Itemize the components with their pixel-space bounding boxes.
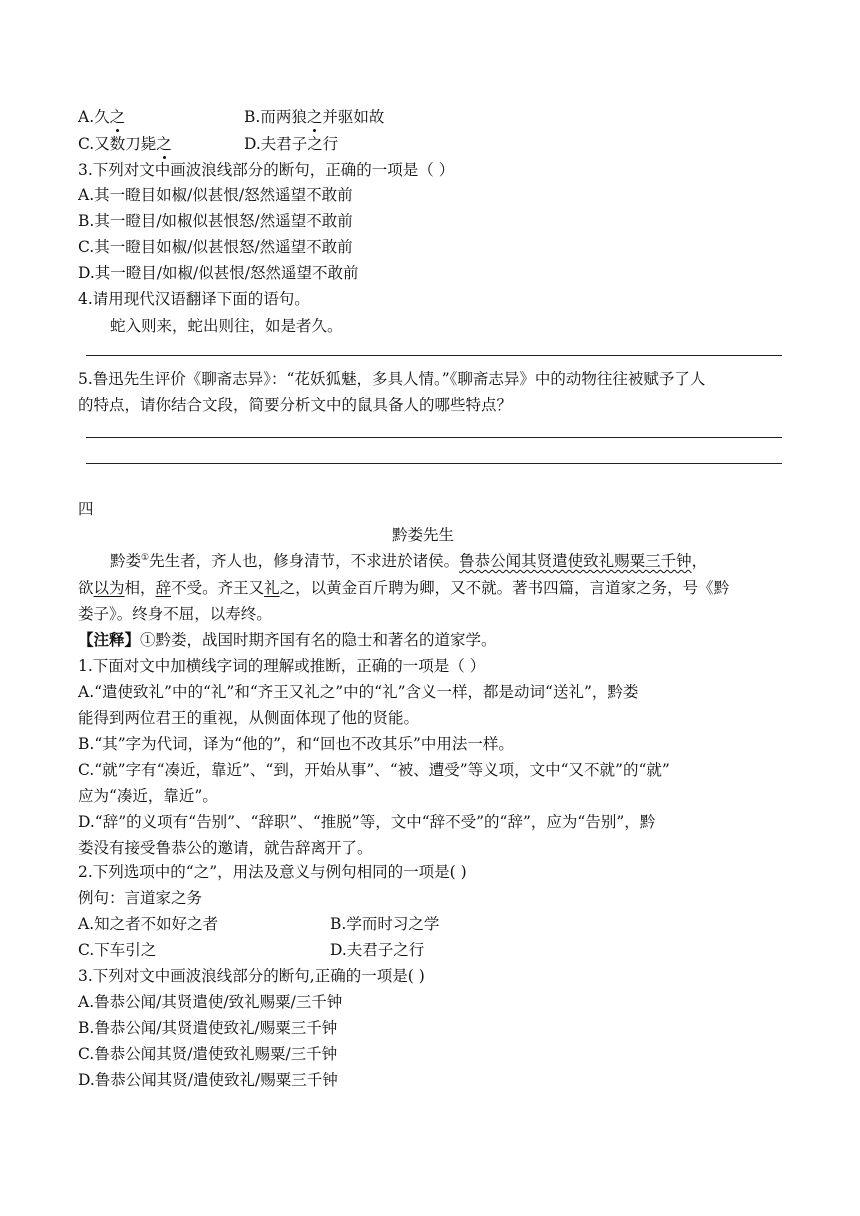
s4-question-1: 1.下面对文中加横线字词的理解或推断，正确的一项是（ ） <box>78 657 486 675</box>
wavy-underlined-text: 鲁恭公闻其贤遣使致礼赐粟三千钟 <box>459 552 692 570</box>
question-3-option-c: C.其一瞪目如椒/似甚恨怒/然遥望不敢前 <box>78 238 353 256</box>
passage-text: ， <box>691 552 708 570</box>
question-5-line-1: 5.鲁迅先生评价《聊斋志异》：“花妖狐魅，多具人情。”《聊斋志异》中的动物往往被赋予了人 <box>78 370 706 388</box>
annotation <box>78 630 497 650</box>
s4-q1-option-b: B.“其”字为代词，译为“他的”，和“回也不改其乐”中用法一样。 <box>78 735 514 753</box>
annotation-text: ①黔娄，战国时期齐国有名的隐士和著名的道家学。 <box>140 631 497 649</box>
option-c-text: C.又数刀毙 <box>78 135 157 153</box>
passage-title: 黔娄先生 <box>392 526 455 544</box>
s4-q1-option-d-line-1: D.“辞”的义项有“告别”、“辞职”、“推脱”等，文中“辞不受”的“辞”，应为“告别”，黔 <box>78 813 656 831</box>
s4-q2-option-d: D.夫君子之行 <box>330 941 425 959</box>
question-3-option-a: A.其一瞪目如椒/似甚恨/怒然遥望不敢前 <box>78 186 353 204</box>
option-b-text-tail: 并驱如故 <box>322 108 385 126</box>
option-a <box>78 107 125 127</box>
underlined-word: 辞 <box>155 579 172 597</box>
option-d: D.夫君子之行 <box>244 135 339 153</box>
passage-text: 相， <box>124 579 156 597</box>
s4-q1-option-d-line-2: 娄没有接受鲁恭公的邀请，就告辞离开了。 <box>78 839 373 857</box>
answer-line[interactable] <box>86 463 782 464</box>
section-number: 四 <box>78 500 94 518</box>
s4-q1-option-c-line-1: C.“就”字有“凑近，靠近”、“到，开始从事”、“被、遭受”等义项，文中“又不就”的“就” <box>78 761 670 779</box>
question-5-line-2: 的特点，请你结合文段，简要分析文中的鼠具备人的哪些特点？ <box>78 396 513 414</box>
annotation-label: 【注释】 <box>78 630 141 649</box>
dotted-char: 之 <box>156 135 172 153</box>
question-4: 4.请用现代汉语翻译下面的语句。 <box>78 290 310 308</box>
s4-question-2: 2.下列选项中的“之”，用法及意义与例句相同的一项是( ) <box>78 863 467 881</box>
option-c <box>78 134 172 154</box>
passage-text: 先生者，齐人也，修身清节，不求进於诸侯。 <box>149 552 460 570</box>
question-3-option-d: D.其一瞪目/如椒/似甚恨/怒然遥望不敢前 <box>78 264 359 282</box>
s4-q1-option-c-line-2: 应为“凑近，靠近”。 <box>78 787 218 805</box>
s4-q2-option-c: C.下车引之 <box>78 941 157 959</box>
passage-line-2 <box>78 578 729 598</box>
footnote-mark: ① <box>141 552 150 563</box>
underlined-word: 以为 <box>93 579 125 597</box>
dotted-char: 之 <box>306 108 323 126</box>
s4-q3-option-a: A.鲁恭公闻/其贤遣使/致礼赐粟/三千钟 <box>78 993 343 1011</box>
answer-line[interactable] <box>86 355 782 356</box>
s4-q1-option-a-line-2: 能得到两位君王的重视，从侧面体现了他的贤能。 <box>78 709 420 727</box>
question-4-sentence: 蛇入则来，蛇出则往，如是者久。 <box>110 317 343 335</box>
s4-q3-option-c: C.鲁恭公闻其贤/遣使致礼赐粟/三千钟 <box>78 1045 338 1063</box>
s4-q2-example: 例句：言道家之务 <box>78 889 203 907</box>
option-b-text: B.而两狼 <box>244 108 307 126</box>
s4-q2-option-a: A.知之者不如好之者 <box>78 915 219 933</box>
passage-line-1 <box>110 551 707 571</box>
option-b <box>244 107 384 127</box>
s4-q3-option-d: D.鲁恭公闻其贤/遣使致礼/赐粟三千钟 <box>78 1071 338 1089</box>
passage-text: 欲 <box>78 579 94 597</box>
passage-text: 不受。齐王又 <box>171 579 265 597</box>
s4-question-3: 3.下列对文中画波浪线部分的断句,正确的一项是( ) <box>78 967 425 985</box>
passage-line-3: 娄子》。终身不屈，以寿终。 <box>78 605 272 623</box>
option-a-text: A.久 <box>78 108 110 126</box>
passage-text: 黔娄 <box>110 552 142 570</box>
s4-q1-option-a-line-1: A.“遣使致礼”中的“礼”和“齐王又礼之”中的“礼”含义一样，都是动词“送礼”，黔娄 <box>78 683 639 701</box>
underlined-word: 礼 <box>264 579 280 597</box>
passage-text: 之，以黄金百斤聘为卿，又不就。著书四篇，言道家之务，号《黔 <box>279 579 730 597</box>
dotted-char: 之 <box>109 108 126 126</box>
question-3: 3.下列对文中画波浪线部分的断句，正确的一项是（ ） <box>78 161 455 179</box>
s4-q2-option-b: B.学而时习之学 <box>330 915 440 933</box>
question-3-option-b: B.其一瞪目/如椒似甚恨怒/然遥望不敢前 <box>78 212 353 230</box>
s4-q3-option-b: B.鲁恭公闻/其贤遣使致礼/赐粟三千钟 <box>78 1019 338 1037</box>
answer-line[interactable] <box>86 437 782 438</box>
